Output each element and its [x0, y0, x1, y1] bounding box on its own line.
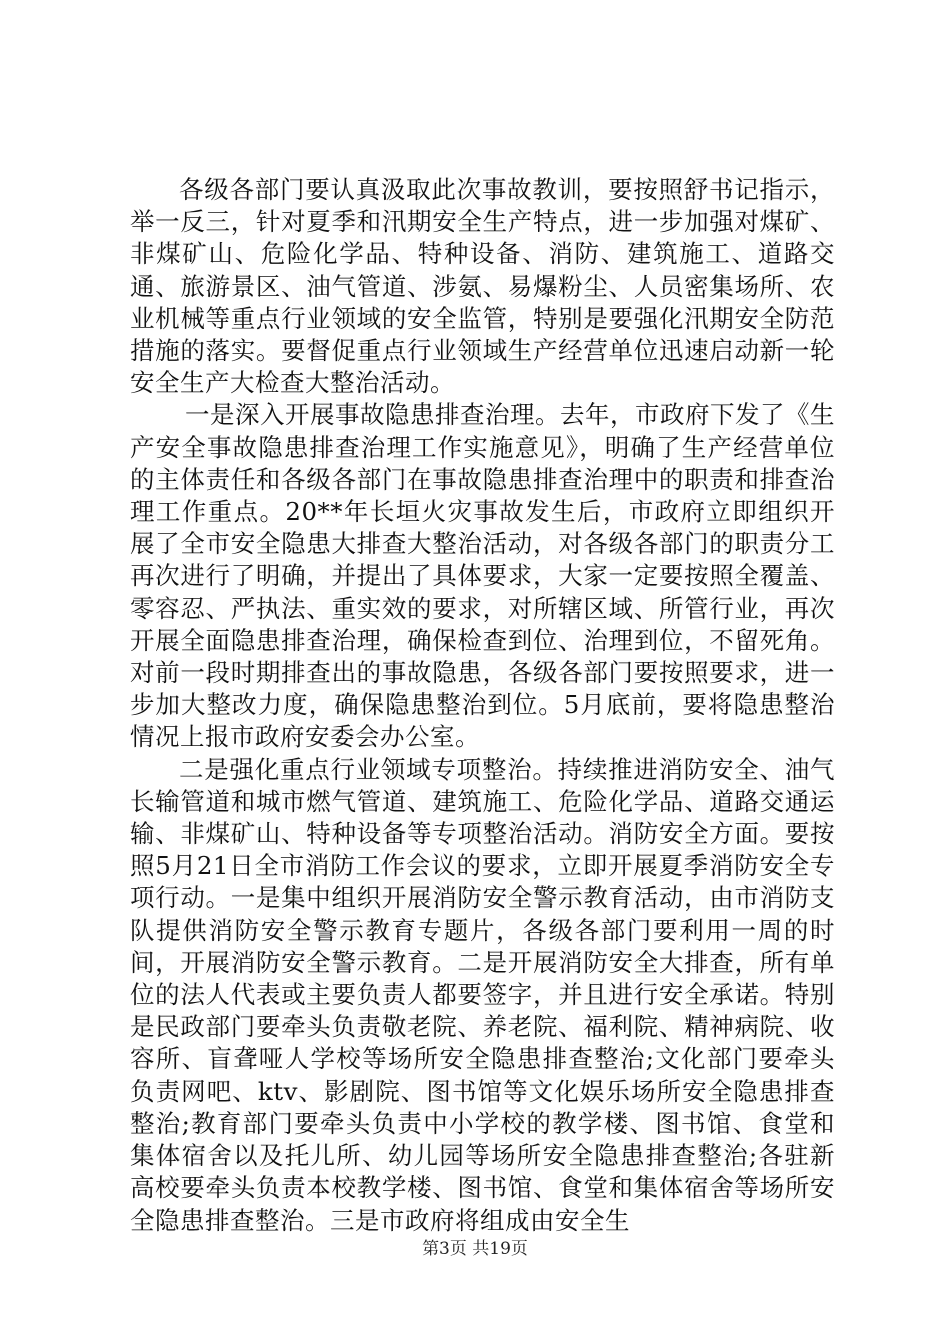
page-number-footer: 第3页 共19页: [422, 1239, 528, 1259]
document-body: [130, 174, 835, 1237]
paragraph-intro: 各级各部门要认真汲取此次事故教训，要按照舒书记指示，举一反三，针对夏季和汛期安全生产特点，进一步加强对煤矿、非煤矿山、危险化学品、特种设备、消防、建筑施工、道路交通、旅游景区、油气管道、涉氨、易爆粉尘、人员密集场所、农业机械等重点行业领域的安全监管，特别是要强化汛期安全防范措施的落实。要督促重点行业领域生产经营单位迅速启动新一轮安全生产大检查大整治活动。: [130, 175, 835, 398]
paragraph-special-rectification: 二是强化重点行业领域专项整治。持续推进消防安全、油气长输管道和城市燃气管道、建筑施工、危险化学品、道路交通运输、非煤矿山、特种设备等专项整治活动。消防安全方面。要按照5月21日全市消防工作会议的要求，立即开展夏季消防安全专项行动。一是集中组织开展消防安全警示教育活动，由市消防支队提供消防安全警示教育专题片，各级各部门要利用一周的时间，开展消防安全警示教育。二是开展消防安全大排查，所有单位的法人代表或主要负责人都要签字，并且进行安全承诺。特别是民政部门要牵头负责敬老院、养老院、福利院、精神病院、收容所、盲聋哑人学校等场所安全隐患排查整治;文化部门要牵头负责网吧、ktv、影剧院、图书馆等文化娱乐场所安全隐患排查整治;教育部门要牵头负责中小学校的教学楼、图书馆、食堂和集体宿舍以及托儿所、幼儿园等场所安全隐患排查整治;各驻新高校要牵头负责本校教学楼、图书馆、食堂和集体宿舍等场所安全隐患排查整治。三是市政府将组成由安全生: [130, 754, 835, 1235]
paragraph-hazard-investigation: 一是深入开展事故隐患排查治理。去年，市政府下发了《生产安全事故隐患排查治理工作实施意见》，明确了生产经营单位的主体责任和各级各部门在事故隐患排查治理中的职责和排查治理工作重点。20**年长垣火灾事故发生后，市政府立即组织开展了全市安全隐患大排查大整治活动，对各级各部门的职责分工再次进行了明确，并提出了具体要求，大家一定要按照全覆盖、零容忍、严执法、重实效的要求，对所辖区域、所管行业，再次开展全面隐患排查治理，确保检查到位、治理到位，不留死角。对前一段时期排查出的事故隐患，各级各部门要按照要求，进一步加大整改力度，确保隐患整治到位。5月底前，要将隐患整治情况上报市政府安委会办公室。: [130, 400, 835, 752]
